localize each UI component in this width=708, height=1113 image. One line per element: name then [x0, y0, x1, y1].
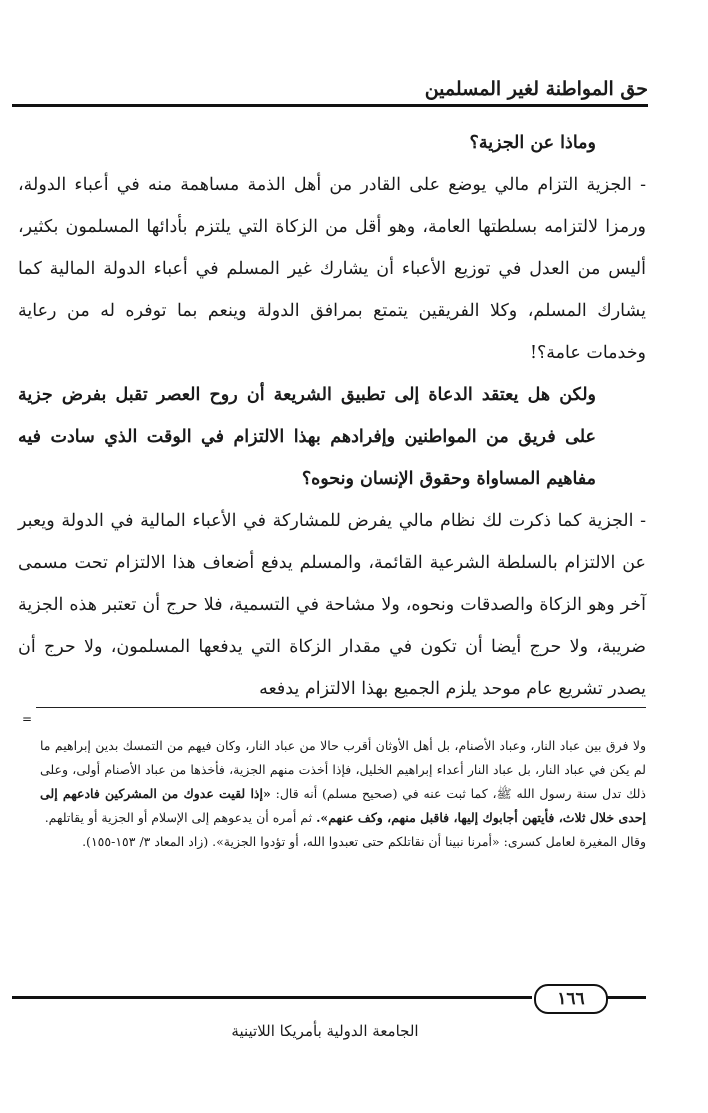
- page-header-title: حق المواطنة لغير المسلمين: [424, 78, 648, 100]
- page-number: ١٦٦: [534, 984, 608, 1014]
- main-text: [18, 122, 646, 710]
- question-jizya: وماذا عن الجزية؟: [469, 133, 596, 153]
- footnote-continuation-mark: =: [22, 712, 33, 726]
- footer-university-name: الجامعة الدولية بأمريكا اللاتينية: [231, 1022, 419, 1040]
- question-modern-age: ولكن هل يعتقد الدعاة إلى تطبيق الشريعة أن روح العصر تقبل بفرض جزية على فريق من المواطنين وإفرادهم بهذا الالتزام في الوقت الذي سادت فيه مفاهيم المساواة وحقوق الإنسان ونحوه؟: [18, 385, 596, 489]
- footnote-paragraph: [40, 734, 646, 830]
- footer-divider-right: [606, 996, 646, 999]
- footnote-text-1: ولا فرق بين عباد النار، وعباد الأصنام، بل أهل الأوثان أقرب حالا من عباد النار، وكان فيهم من التمسك بدين إبراهيم ما لم يكن في عباد النار، بل عباد النار أعداء إبراهيم الخليل، فإذا أخذت منهم الجزية، فأخذها من عباد الأصنام أولى، وعلى ذلك تدل سنة رسول الله ﷺ، كما ثبت عنه في (صحيح مسلم) أنه قال:: [40, 738, 646, 801]
- header-divider: [12, 104, 648, 107]
- answer-modern-age: - الجزية كما ذكرت لك نظام مالي يفرض للمشاركة في الأعباء المالية في الدولة ويعبر عن الالتزام بالسلطة الشرعية القائمة، والمسلم يدفع أضعاف هذا الالتزام تحت مسمى آخر وهو الزكاة والصدقات ونحوه، ولا مشاحة في التسمية، فلا حرج أن تعتبر هذه الجزية ضريبة، ولا حرج أيضا أن تكون في مقدار الزكاة التي يدفعها المسلمون، ولا حرج أن يصدر تشريع عام موحد يلزم الجميع بهذا الالتزام يدفعه: [18, 511, 646, 699]
- footnote-text-2: ثم أمره أن يدعوهم إلى الإسلام أو الجزية أو يقاتلهم.: [44, 810, 313, 825]
- footer-divider-left: [12, 996, 532, 999]
- footnote-divider: [36, 707, 646, 708]
- answer-jizya: - الجزية التزام مالي يوضع على القادر من أهل الذمة مساهمة منه في أعباء الدولة، ورمزا لالتزامه بسلطتها العامة، وهو أقل من الزكاة التي يلتزم بأدائها المسلمون بكثير، أليس من العدل في توزيع الأعباء أن يشارك غير المسلم في أعباء الدولة المالية كما يشارك المسلم، وكلا الفريقين يتمتع بمرافق الدولة وينعم بما توفره له من رعاية وخدمات عامة؟!: [18, 175, 646, 363]
- footnote-block: [40, 734, 646, 854]
- footnote-text-3: وقال المغيرة لعامل كسرى: «أمرنا نبينا أن نقاتلكم حتى تعبدوا الله، أو تؤدوا الجزية». (زاد المعاد ٣/ ١٥٣-١٥٥).: [82, 834, 646, 849]
- footnote-hadith: «إذا لقيت عدوك من المشركين فادعهم إلى إحدى خلال ثلاث، فأيتهن أجابوك إليها، فاقبل منهم، وكف عنهم».: [40, 786, 646, 825]
